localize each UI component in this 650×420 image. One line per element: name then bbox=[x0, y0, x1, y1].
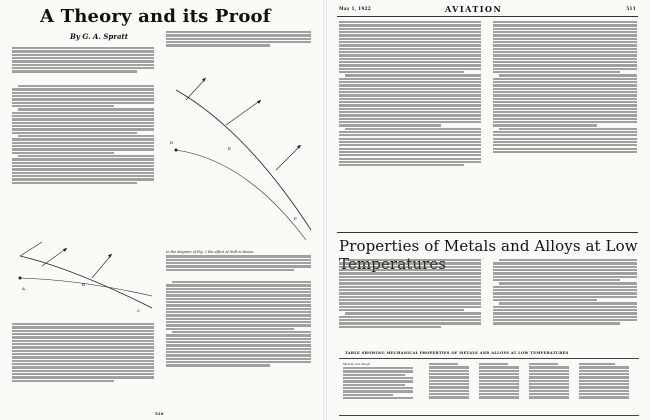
left-column-text bbox=[12, 84, 154, 185]
right-page bbox=[325, 0, 650, 420]
intro-paragraph bbox=[12, 46, 154, 74]
table-column-values-3 bbox=[529, 362, 569, 400]
article-title: A Theory and its Proof bbox=[40, 6, 271, 27]
header-rule bbox=[337, 16, 638, 17]
running-date: May 1, 1922 bbox=[339, 6, 372, 11]
running-title: AVIATION bbox=[445, 4, 503, 14]
table-title: TABLE SHOWING MECHANICAL PROPERTIES OF METALS AND ALLOYS AT LOW TEMPERATURES bbox=[345, 351, 569, 355]
svg-text:F: F bbox=[294, 216, 297, 221]
left-column-lower-text bbox=[12, 322, 154, 383]
figure-2-caption: In the diagram of Fig. 2 the effect of drift is shown. bbox=[166, 250, 311, 272]
table-column-metals: Metals and Alloys bbox=[343, 362, 413, 400]
continued-right-column bbox=[493, 20, 637, 154]
table-column-values-4 bbox=[579, 362, 629, 400]
article-2-left-column bbox=[339, 258, 481, 329]
figure-2-diagram bbox=[166, 70, 316, 245]
right-column-upper-text bbox=[166, 30, 311, 48]
table-column-values-1 bbox=[429, 362, 469, 400]
right-column-lower-text bbox=[166, 280, 311, 368]
svg-text:B: B bbox=[82, 282, 85, 287]
section-rule bbox=[337, 232, 638, 233]
svg-text:E: E bbox=[228, 146, 231, 151]
properties-table bbox=[339, 358, 639, 416]
page-gutter bbox=[323, 0, 327, 420]
article-2-right-column bbox=[493, 258, 637, 326]
left-page-number: 510 bbox=[155, 411, 164, 416]
article-author: By G. A. Spratt bbox=[70, 32, 128, 41]
figure-1-diagram bbox=[12, 238, 162, 318]
article-2-title: Properties of Metals and Alloys at Low bbox=[339, 237, 638, 255]
svg-text:A: A bbox=[22, 286, 25, 291]
table-column-values-2 bbox=[479, 362, 519, 400]
continued-left-column bbox=[339, 20, 481, 168]
right-page-number: 511 bbox=[626, 6, 636, 11]
svg-text:C: C bbox=[137, 308, 141, 313]
svg-text:D: D bbox=[170, 140, 174, 145]
